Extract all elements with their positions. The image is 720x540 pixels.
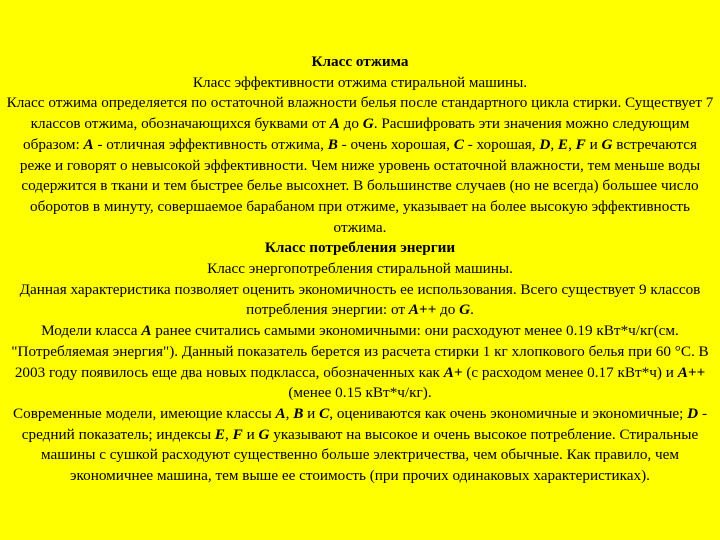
class-letter: B — [327, 135, 338, 153]
class-letter: G — [258, 425, 270, 443]
energy-class-paragraph-1 — [6, 280, 714, 321]
energy-class-paragraph-3 — [6, 404, 714, 487]
energy-class-title: Класс потребления энергии — [264, 239, 456, 257]
text-run: Модели класса — [41, 322, 142, 340]
text-run: ранее считались самыми экономичными: они расходуют менее 0.19 кВт*ч/кг(см. "Потребляемая энергия"). Данный показатель берется из расчета стирки 1 кг хлопкового белья при 60 °С. В 2003 году появилось еще два новых подкласса, обозначенных как — [11, 322, 709, 381]
class-letter: C — [319, 404, 330, 422]
class-letter: A — [329, 115, 340, 133]
text-run: указывают на высокое и очень высокое потребление. Стиральные машины с сушкой расходуют существенно больше электричества, чем обычные. Как правило, чем экономичнее машина, тем выше ее стоимость (при прочих одинаковых характеристиках). — [41, 425, 699, 485]
text-run: , — [225, 425, 233, 443]
text-run: - средний показатель; индексы — [21, 404, 707, 443]
energy-class-paragraph-2 — [6, 321, 714, 404]
text-run: Данная характеристика позволяет оценить экономичность ее использования. Всего существует 9 классов потребления энергии: от — [19, 280, 701, 319]
text-run: , оцениваются как очень экономичные и экономичные; — [329, 404, 688, 422]
text-run: , — [568, 135, 576, 153]
class-letter: E — [557, 135, 569, 153]
class-letter: G — [362, 115, 374, 133]
energy-class-subtitle: Класс энергопотребления стиральной машины. — [207, 260, 513, 278]
class-letter: A++ — [408, 301, 437, 319]
spin-class-title: Класс отжима — [311, 53, 409, 70]
class-letter: A++ — [677, 363, 706, 381]
class-letter: G — [601, 135, 613, 153]
text-run: и — [303, 404, 320, 422]
class-letter: E — [214, 425, 226, 443]
text-run: - отличная эффективность отжима, — [93, 135, 328, 153]
spin-class-section — [6, 52, 714, 238]
text-run: Класс отжима определяется по остаточной влажности белья после стандартного цикла стирки. Существует 7 классов отжима, обозначающихся буквами от — [6, 94, 714, 133]
text-run: до — [436, 301, 460, 319]
class-letter: D — [687, 404, 699, 422]
text-run: , — [285, 404, 294, 422]
text-run: . Расшифровать эти значения можно следующим образом: — [23, 115, 690, 153]
class-letter: F — [575, 135, 586, 153]
text-run: - хорошая, — [463, 135, 540, 153]
class-letter: D — [539, 135, 551, 153]
spin-class-description — [6, 93, 714, 238]
class-letter: F — [232, 425, 243, 443]
text-run: и — [585, 135, 602, 153]
text-run: до — [339, 115, 363, 133]
class-letter: A — [275, 404, 286, 422]
class-letter: A — [83, 135, 94, 153]
class-letter: A — [141, 322, 152, 340]
class-letter: B — [293, 404, 304, 422]
class-letter: A+ — [443, 363, 463, 381]
text-run: встречаются реже и говорят о невысокой эффективности. Чем ниже уровень остаточной влажности, тем меньше воды содержится в ткани и тем быстрее белье высохнет. В большинстве случаев (но не всегда) большее число оборотов в минуту, совершаемое барабаном при отжиме, указывает на более высокую эффективность отжима. — [19, 135, 701, 236]
class-letter: C — [453, 135, 464, 153]
text-run: , — [550, 135, 558, 153]
text-run: . — [470, 301, 474, 319]
energy-class-section — [6, 238, 714, 486]
text-run: (с расходом менее 0.17 кВт*ч) и — [462, 363, 678, 381]
text-run: и — [242, 425, 259, 443]
class-letter: G — [459, 301, 471, 319]
text-run: (менее 0.15 кВт*ч/кг). — [288, 384, 432, 402]
text-run: Современные модели, имеющие классы — [12, 404, 276, 422]
spin-class-subtitle: Класс эффективности отжима стиральной машины. — [192, 73, 528, 91]
text-run: - очень хорошая, — [337, 135, 454, 153]
